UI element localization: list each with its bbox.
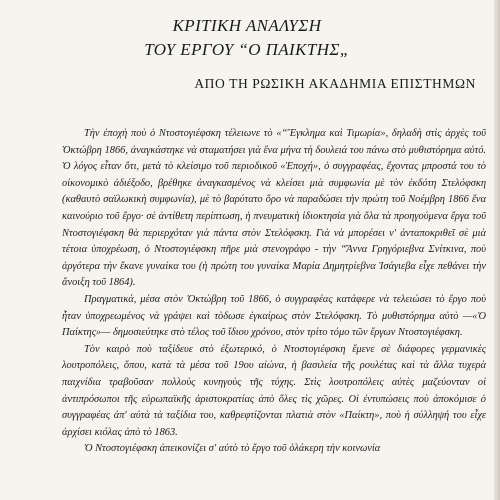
paragraph-1: Τὴν ἐποχὴ ποὺ ὁ Ντοστογιέφσκη τέλειωνε τὸ «“Ἔγκλημα καὶ Τιμωρία», δηλαδὴ στὶς ἀρχὲς τοῦ Ὀκτώβρη 1866, ἀναγκάστηκε νὰ σταματήσει γιὰ ἕνα μήνα τὴ δουλειά του πάνω στὸ μυθιστόρημα αὐτό. Ὁ λόγος εἶταν ὅτι, μετὰ τὸ κλείσιμο τοῦ περιοδικοῦ «Ἐποχή», ὁ συγγραφέας, ἔχοντας μπροστά του τὸ οἰκονομικὸ ἀδιέξοδο, βρέθηκε ἀναγκασμένος νὰ κλείσει μιὰ συμφωνία μὲ τὸν ἐκδότη Στελόφσκη (καθαυτὸ σαϊλωκικὴ συμφωνία), μὲ τὸ βαρύτατο ὅρο νὰ παραδώσει τὴν πρώτη τοῦ Νοέμβρη 1866 ἕνα καινούριο τοῦ ἔργο· σὲ ἀντίθετη περίπτωση, ἡ πνευματικὴ ἰδιοκτησία γιὰ ὅλα τὰ προηγούμενα ἔργα τοῦ Ντοστογιέφσκη θὰ περιερχόταν γιὰ πάντα στὸν Στελόφσκη. Γιὰ νὰ μπορέσει ν' ἀνταποκριθεῖ σὲ μιὰ τέτοια ὑποχρέωση, ὁ Ντοστογιέφσκη πῆρε μιὰ στενογράφο - τὴν “Ἄννα Γρηγόριεβνα Σνίτκινα, ποὺ ἀργότερα τὴν ἔκανε γυναίκα του (ἡ πρώτη του γυναίκα Μαρία Δημητρίεβνα Ἰσάγιεβα εἶχε πεθάνει τὴν ἄνοιξη τοῦ 1864). (62, 128, 486, 289)
paragraph-4: Ὁ Ντοστογιέφσκη ἀπεικονίζει σ' αὐτὸ τὸ ἔργο τοῦ ὁλάκερη τὴν κοινωνία (84, 443, 381, 455)
paragraph-3: Τὸν καιρὸ ποὺ ταξίδευε στὸ ἐξωτερικό, ὁ Ντοστογιέφσκη ἔμενε σὲ διάφορες γερμανικὲς λουτροπόλεις, ὅπου, κατὰ τὰ μέσα τοῦ 19ου αἰώνα, ἡ βασιλεία τῆς ρουλέτας καὶ τὰ ἄλλα τυχερὰ παιχνίδια τραβοῦσαν πολλοὺς κυνηγοὺς τῆς τύχης. Στὶς λουτροπόλεις αὐτὲς μαζεύονταν οἱ ἀντιπρόσωποι τῆς εὐρωπαϊκῆς ἀριστοκρατίας ἀπὸ ὅλες τὶς χῶρες. Οἱ ἐντυπώσεις ποὺ ἀποκόμισε ὁ συγγραφέας ἀπ' αὐτὰ τὰ ταξίδια του, καθρεφτίζονται πλατιὰ στὸν «Παίκτη», ποὺ ἡ σύλληψή του εἶχε ἀρχίσει κιόλας ἀπὸ τὸ 1863. (62, 343, 486, 438)
scan-page-edge (494, 0, 500, 500)
title-line-1: ΚΡΙΤΙΚΗ ΑΝΑΛΥΣΗ (172, 16, 322, 35)
title-line-2: ΤΟΥ ΕΡΓΟΥ “Ο ΠΑΙΚΤΗΣ„ (144, 40, 350, 59)
body-text (62, 126, 486, 458)
subtitle: ΑΠΟ ΤΗ ΡΩΣΙΚΗ ΑΚΑΔΗΜΙΑ ΕΠΙΣΤΗΜΩΝ (194, 76, 476, 91)
paragraph-2: Πραγματικά, μέσα στὸν Ὀκτώβρη τοῦ 1866, ὁ συγγραφέας κατάφερε νὰ τελειώσει τὸ ἔργο ποὺ ἦταν ὑποχρεωμένος νὰ γράψει καὶ τὸδωσε ἐγκαίρως στὸν Στελόφσκη. Τὸ μυθιστόρημα αὐτὸ —«Ὁ Παίκτης»— δημοσιεύτηκε στὸ τέλος τοῦ ἴδιου χρόνου, στὸν τρίτο τόμο τῶν ἔργων Ντοστογιέφσκη. (62, 293, 486, 339)
